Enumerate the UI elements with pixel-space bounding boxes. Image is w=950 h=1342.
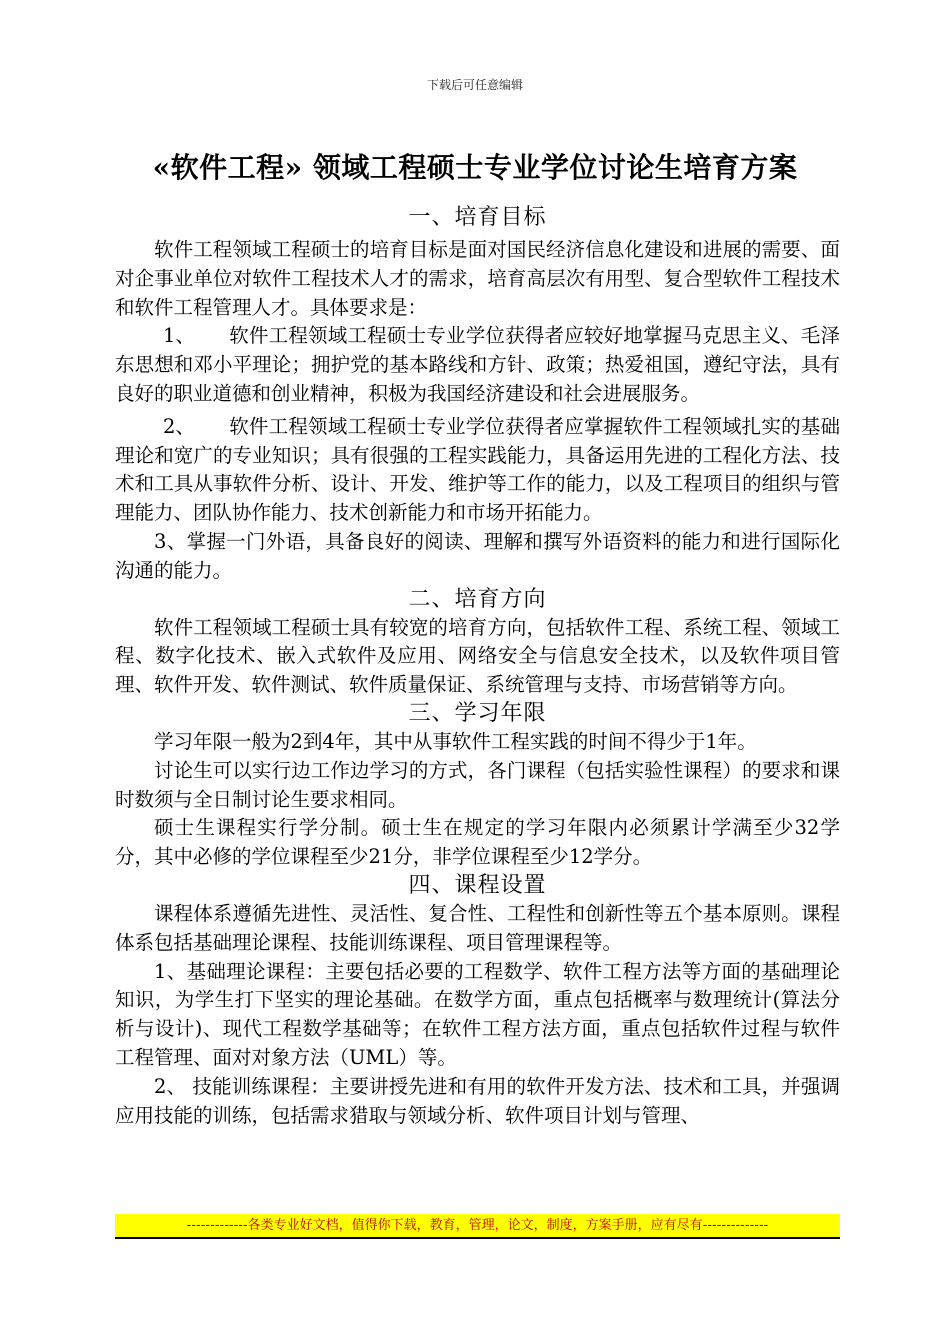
section-courses-paragraph: 1、基础理论课程：主要包括必要的工程数学、软件工程方法等方面的基础理论知识，为学生打下坚实的理论基础。在数学方面，重点包括概率与数理统计(算法分析与设计)、现代工程数学基础等；在软件工程方法方面，重点包括软件过程与软件工程管理、面对对象方法（UML）等。 (115, 959, 840, 1069)
goal-item-text: 软件工程领域工程硕士专业学位获得者应掌握软件工程领域扎实的基础理论和宽广的专业知识；具有很强的工程实践能力，具备运用先进的工程化方法、技术和工具从事软件分析、设计、开发、维护等工作的能力，以及工程项目的组织与管理能力、团队协作能力、技术创新能力和市场开拓能力。 (115, 414, 840, 525)
goal-item-text: 软件工程领域工程硕士专业学位获得者应较好地掌握马克思主义、毛泽东思想和邓小平理论；拥护党的基本路线和方针、政策；热爱祖国，遵纪守法，具有良好的职业道德和创业精神，积极为我国经济建设和社会进展服务。 (115, 324, 840, 405)
document-title: «软件工程» 领域工程硕士专业学位讨论生培育方案 (152, 151, 798, 184)
section-courses-paragraph: 课程体系遵循先进性、灵活性、复合性、工程性和创新性等五个基本原则。课程体系包括基础理论课程、技能训练课程、项目管理课程等。 (115, 901, 840, 954)
header-note: 下载后可任意编辑 (426, 78, 523, 92)
goal-item-number: 2、 (163, 414, 195, 438)
section-duration-paragraph: 学习年限一般为2到4年，其中从事软件工程实践的时间不得少于1年。 (154, 729, 757, 753)
section-courses-paragraph: 2、 技能训练课程：主要讲授先进和有用的软件开发方法、技术和工具，并强调应用技能的训练，包括需求猎取与领域分析、软件项目计划与管理、 (115, 1074, 840, 1127)
section-heading-directions: 二、培育方向 (408, 586, 547, 612)
document-body (115, 204, 840, 1130)
section-directions-paragraph: 软件工程领域工程硕士具有较宽的培育方向，包括软件工程、系统工程、领域工程、数字化技术、嵌入式软件及应用、网络安全与信息安全技术，以及软件项目管理、软件开发、软件测试、软件质量保证、系统管理与支持、市场营销等方向。 (115, 615, 840, 697)
goal-item-number: 1、 (163, 324, 195, 348)
section-heading-courses: 四、课程设置 (408, 872, 547, 898)
section-duration-paragraph: 硕士生课程实行学分制。硕士生在规定的学习年限内必须累计学满至少32学分，其中必修的学位课程至少21分，非学位课程至少12学分。 (115, 816, 840, 869)
goal-item-number: 3、 (154, 529, 187, 553)
section-duration-paragraph: 讨论生可以实行边工作边学习的方式，各门课程（包括实验性课程）的要求和课时数须与全日制讨论生要求相同。 (115, 758, 840, 811)
goal-item-2 (115, 413, 840, 528)
section-heading-goals: 一、培育目标 (408, 205, 547, 230)
goal-item-3 (115, 528, 840, 586)
section-heading-duration: 三、学习年限 (408, 700, 547, 726)
goal-item-1 (115, 322, 840, 408)
section-goals-intro: 软件工程领域工程硕士的培育目标是面对国民经济信息化建设和进展的需要、面对企事业单位对软件工程技术人才的需求，培育高层次有用型、复合型软件工程技术和软件工程管理人才。具体要求是： (115, 238, 840, 319)
footer-banner: -------------各类专业好文档，值得你下载，教育，管理，论文，制度，方案手册，应有尽有-------------- (115, 1214, 840, 1239)
goal-item-text: 掌握一门外语，具备良好的阅读、理解和撰写外语资料的能力和进行国际化沟通的能力。 (115, 529, 840, 582)
